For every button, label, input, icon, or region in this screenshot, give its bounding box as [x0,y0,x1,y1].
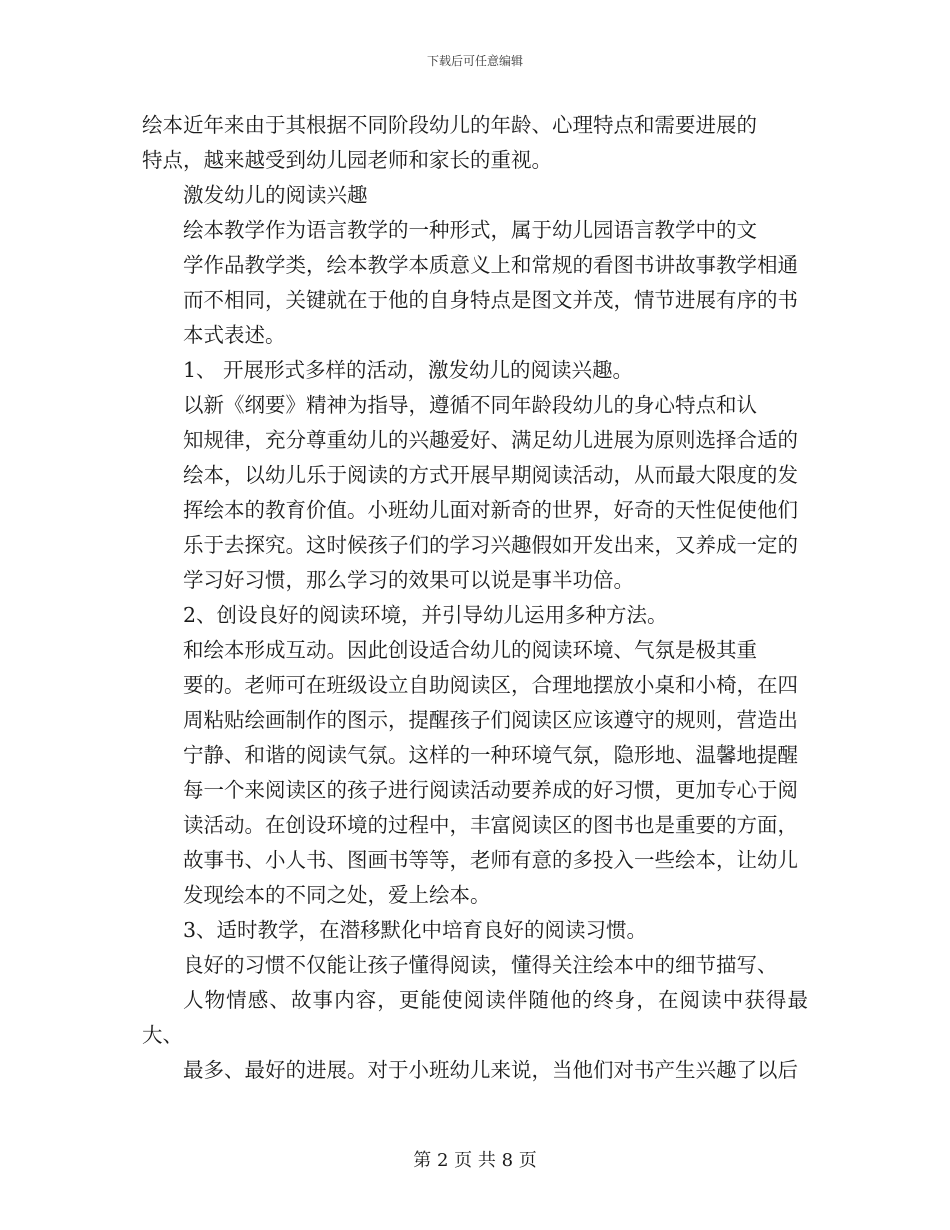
paragraph [142,108,808,178]
text-line: 乐于去探究。这时候孩子们的学习兴趣假如开发出来，又养成一定的 [183,533,798,557]
text-line: 挥绘本的教育价值。小班幼儿面对新奇的世界，好奇的天性促使他们 [183,498,798,522]
text-line: 发现绘本的不同之处，爱上绘本。 [183,883,491,907]
text-line: 1、 开展形式多样的活动，激发幼儿的阅读兴趣。 [183,358,634,382]
text-line: 本式表述。 [183,323,286,347]
text-line: 绘本教学作为语言教学的一种形式，属于幼儿园语言教学中的文 [183,218,757,242]
page-number: 第 2 页 共 8 页 [413,1150,537,1171]
text-line: 良好的习惯不仅能让孩子懂得阅读，懂得关注绘本中的细节描写、 [183,953,778,977]
text-line: 激发幼儿的阅读兴趣 [183,183,368,207]
text-line: 学习好习惯，那么学习的效果可以说是事半功倍。 [183,568,634,592]
text-line: 周粘贴绘画制作的图示，提醒孩子们阅读区应该遵守的规则，营造出 [183,708,798,732]
paragraph [142,598,808,633]
text-line: 人物情感、故事内容，更能使阅读伴随他的终身，在阅读中获得最大、 [142,988,808,1047]
text-line: 3、适时教学，在潜移默化中培育良好的阅读习惯。 [183,918,648,942]
paragraph [142,353,808,388]
text-line: 绘本近年来由于其根据不同阶段幼儿的年龄、心理特点和需要进展的 [142,113,757,137]
text-line: 绘本，以幼儿乐于阅读的方式开展早期阅读活动，从而最大限度的发 [183,463,798,487]
text-line: 宁静、和谐的阅读气氛。这样的一种环境气氛，隐形地、温馨地提醒 [183,743,798,767]
paragraph [142,178,808,213]
text-line: 和绘本形成互动。因此创设适合幼儿的阅读环境、气氛是极其重 [183,638,757,662]
text-line: 读活动。在创设环境的过程中，丰富阅读区的图书也是重要的方面， [183,813,798,837]
paragraph [142,913,808,948]
text-line: 而不相同，关键就在于他的自身特点是图文并茂，情节进展有序的书 [183,288,798,312]
text-line: 要的。老师可在班级设立自助阅读区，合理地摆放小桌和小椅，在四 [183,673,798,697]
text-line: 学作品教学类，绘本教学本质意义上和常规的看图书讲故事教学相通 [183,253,798,277]
paragraph [142,388,808,598]
paragraph [142,213,808,353]
text-line: 特点，越来越受到幼儿园老师和家长的重视。 [142,148,552,172]
text-line: 知规律，充分尊重幼儿的兴趣爱好、满足幼儿进展为原则选择合适的 [183,428,798,452]
document-body [142,108,808,1088]
text-line: 每一个来阅读区的孩子进行阅读活动要养成的好习惯，更加专心于阅 [183,778,798,802]
paragraph [142,633,808,913]
page-header: 下载后可任意编辑 [426,54,523,68]
text-line: 故事书、小人书、图画书等等，老师有意的多投入一些绘本，让幼儿 [183,848,798,872]
text-line: 最多、最好的进展。对于小班幼儿来说，当他们对书产生兴趣了以后 [183,1058,798,1082]
paragraph [142,948,808,1088]
text-line: 2、创设良好的阅读环境，并引导幼儿运用多种方法。 [183,603,668,627]
text-line: 以新《纲要》精神为指导，遵循不同年龄段幼儿的身心特点和认 [183,393,757,417]
